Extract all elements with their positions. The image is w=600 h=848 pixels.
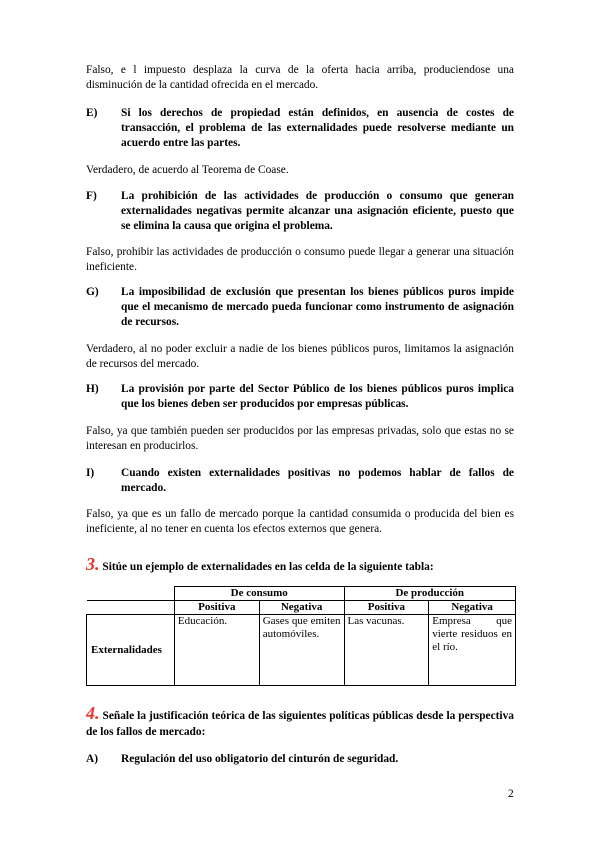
header-consumo-negativa: Negativa xyxy=(259,601,344,615)
answer-f-paragraph: Falso, prohibir las actividades de producción o consumo puede llegar a generar una situación ineficiente. xyxy=(86,246,514,273)
cell-produccion-positiva: Las vacunas. xyxy=(344,615,429,686)
header-consumo-positiva: Positiva xyxy=(174,601,259,615)
answer-i-paragraph: Falso, ya que es un fallo de mercado porque la cantidad consumida o producida del bien es ineficiente, al no tener en cuenta los efectos externos que genera. xyxy=(86,508,514,535)
externalities-table xyxy=(86,586,516,686)
table-corner-2 xyxy=(87,601,175,615)
cell-consumo-positiva: Educación. xyxy=(174,615,259,686)
cell-consumo-negativa: Gases que emiten automóviles. xyxy=(259,615,344,686)
question-a xyxy=(86,752,514,767)
question-h-text: La provisión por parte del Sector Público de los bienes públicos puros implica que los bienes deben ser producidos por empresas públicas. xyxy=(121,383,514,410)
answer-g-paragraph: Verdadero, al no poder excluir a nadie de los bienes públicos puros, limitamos la asignación de recursos del mercado. xyxy=(86,343,514,370)
header-de-consumo: De consumo xyxy=(174,587,344,601)
question-f-label: F) xyxy=(86,190,97,202)
question-e-label: E) xyxy=(86,107,98,119)
question-i-text: Cuando existen externalidades positivas no podemos hablar de fallos de mercado. xyxy=(121,467,514,494)
section-3-number: 3. xyxy=(86,554,100,574)
question-h xyxy=(86,382,514,412)
section-3-title: Sitúe un ejemplo de externalidades en las celda de la siguiente tabla: xyxy=(102,561,434,573)
answer-h-paragraph: Falso, ya que también pueden ser producidos por las empresas privadas, solo que estas no se interesan en producirlos. xyxy=(86,425,514,452)
question-e xyxy=(86,106,514,151)
question-h-label: H) xyxy=(86,383,99,395)
page-number: 2 xyxy=(508,788,514,800)
question-g-label: G) xyxy=(86,286,99,298)
question-i-label: I) xyxy=(86,467,95,479)
question-e-text: Si los derechos de propiedad están definidos, en ausencia de costes de transacción, el problema de las externalidades puede resolverse mediante un acuerdo entre las partes. xyxy=(121,107,514,149)
section-4-heading xyxy=(86,705,514,740)
section-3-heading xyxy=(86,556,514,575)
answer-e-paragraph: Verdadero, de acuerdo al Teorema de Coase. xyxy=(86,164,289,176)
question-a-label: A) xyxy=(86,753,99,765)
header-de-produccion: De producción xyxy=(344,587,515,601)
row-label-externalidades: Externalidades xyxy=(87,615,175,686)
cell-produccion-negativa: Empresa que vierte residuos en el río. xyxy=(429,615,516,686)
section-4-number: 4. xyxy=(86,703,100,723)
section-4-title: Señale la justificación teórica de las siguientes políticas públicas desde la perspectiva de los fallos de mercado: xyxy=(86,710,514,738)
answer-d-paragraph: Falso, e l impuesto desplaza la curva de la oferta hacia arriba, produciendose una disminución de la cantidad ofrecida en el mercado. xyxy=(86,64,514,91)
header-produccion-negativa: Negativa xyxy=(429,601,516,615)
question-f xyxy=(86,189,514,234)
question-i xyxy=(86,466,514,496)
header-produccion-positiva: Positiva xyxy=(344,601,429,615)
question-a-text: Regulación del uso obligatorio del cinturón de seguridad. xyxy=(121,753,399,765)
question-g-text: La imposibilidad de exclusión que presentan los bienes públicos puros impide que el mecanismo de mercado pueda funcionar como instrumento de asignación de recursos. xyxy=(121,286,514,328)
question-g xyxy=(86,285,514,330)
question-f-text: La prohibición de las actividades de producción o consumo que generan externalidades negativas permite alcanzar una asignación eficiente, puesto que se elimina la causa que origina el problema. xyxy=(121,190,514,232)
table-corner xyxy=(87,587,175,601)
